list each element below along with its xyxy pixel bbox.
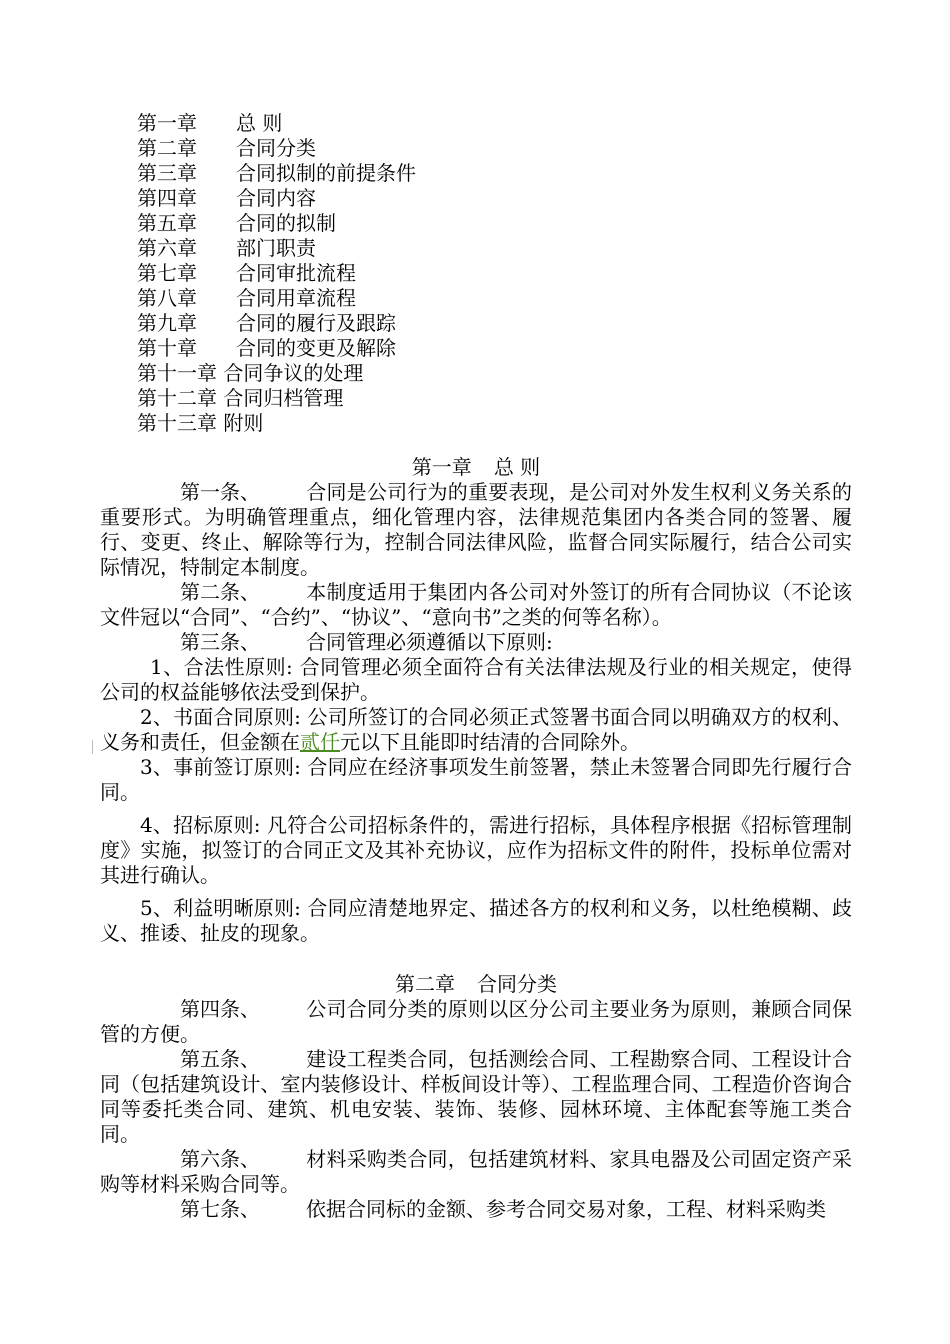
article-5-label: 第五条、 bbox=[180, 1047, 260, 1071]
toc-num: 第十二章 bbox=[137, 386, 217, 410]
toc-item-10 bbox=[137, 336, 416, 361]
toc-title: 合同分类 bbox=[236, 136, 316, 160]
toc-title: 合同用章流程 bbox=[236, 286, 356, 310]
toc-title: 合同的履行及跟踪 bbox=[236, 311, 396, 335]
article-3-text: 合同管理必须遵循以下原则: bbox=[306, 630, 553, 654]
chapter-1-title: 总 则 bbox=[493, 455, 541, 479]
toc-title: 部门职责 bbox=[236, 236, 316, 260]
article-3-label: 第三条、 bbox=[180, 630, 260, 654]
toc-num: 第七章 bbox=[137, 261, 197, 285]
toc-num: 第三章 bbox=[137, 161, 197, 185]
table-of-contents bbox=[137, 111, 416, 436]
article-7-text: 依据合同标的金额、参考合同交易对象，工程、材料采购类 bbox=[306, 1197, 826, 1221]
article-4-text: 公司合同分类的原则以区分公司主要业务为原则，兼顾合同保管的方便。 bbox=[100, 997, 852, 1046]
amount-highlight: 贰仟 bbox=[300, 730, 340, 754]
principle-3 bbox=[100, 755, 852, 805]
article-6-text: 材料采购类合同，包括建筑材料、家具电器及公司固定资产采购等材料采购合同等。 bbox=[100, 1147, 852, 1196]
toc-num: 第一章 bbox=[137, 111, 197, 135]
article-7 bbox=[100, 1197, 852, 1222]
toc-num: 第九章 bbox=[137, 311, 197, 335]
chapter-1-num: 第一章 bbox=[411, 455, 472, 479]
principle-1-text: 1、合法性原则: 合同管理必须全面符合有关法律法规及行业的相关规定，使得公司的权益能够依法受到保护。 bbox=[100, 655, 852, 704]
toc-num: 第十三章 bbox=[137, 411, 217, 435]
article-1-text: 合同是公司行为的重要表现，是公司对外发生权利义务关系的重要形式。为明确管理重点，细化管理内容，法律规范集团内各类合同的签署、履行、变更、终止、解除等行为，控制合同法律风险，监督合同实际履行，结合公司实际情况，特制定本制度。 bbox=[100, 480, 852, 579]
chapter-2-num: 第二章 bbox=[395, 972, 455, 996]
article-4 bbox=[100, 997, 852, 1047]
article-6 bbox=[100, 1147, 852, 1197]
chapter-2-heading bbox=[100, 972, 852, 997]
principle-1 bbox=[100, 655, 852, 705]
principle-4-text: 4、招标原则: 凡符合公司招标条件的，需进行招标，具体程序根据《招标管理制度》实施，拟签订的合同正文及其补充协议，应作为招标文件的附件，投标单位需对其进行确认。 bbox=[100, 813, 852, 887]
article-5 bbox=[100, 1047, 852, 1147]
toc-num: 第十一章 bbox=[137, 361, 217, 385]
toc-item-7 bbox=[137, 261, 416, 286]
toc-title: 合同审批流程 bbox=[236, 261, 356, 285]
article-2-label: 第二条、 bbox=[180, 580, 260, 604]
principle-2-text-a: 2、书面合同原则: 公司所签订的合同必须正式签署书面合同以明确双方的权利、义务和责任，但金额在 bbox=[100, 705, 852, 754]
article-1 bbox=[100, 480, 852, 580]
toc-item-3 bbox=[137, 161, 416, 186]
toc-num: 第二章 bbox=[137, 136, 197, 160]
toc-title: 合同拟制的前提条件 bbox=[236, 161, 416, 185]
toc-title: 总 则 bbox=[236, 111, 283, 135]
toc-num: 第四章 bbox=[137, 186, 197, 210]
article-6-label: 第六条、 bbox=[180, 1147, 260, 1171]
toc-item-13 bbox=[137, 411, 416, 436]
chapter-2-title: 合同分类 bbox=[477, 972, 557, 996]
article-2 bbox=[100, 580, 852, 630]
toc-title: 合同的变更及解除 bbox=[236, 336, 396, 360]
toc-title: 附则 bbox=[223, 411, 264, 435]
article-3 bbox=[100, 630, 852, 655]
toc-num: 第五章 bbox=[137, 211, 197, 235]
toc-item-9 bbox=[137, 311, 416, 336]
toc-item-2 bbox=[137, 136, 416, 161]
principle-4 bbox=[100, 813, 852, 888]
toc-num: 第八章 bbox=[137, 286, 197, 310]
principle-5 bbox=[100, 896, 852, 946]
margin-mark bbox=[92, 740, 93, 754]
principle-5-text: 5、利益明晰原则: 合同应清楚地界定、描述各方的权利和义务，以杜绝模糊、歧义、推诿、扯皮的现象。 bbox=[100, 896, 852, 945]
article-7-label: 第七条、 bbox=[180, 1197, 260, 1221]
chapter-1-heading bbox=[100, 455, 852, 480]
toc-title: 合同的拟制 bbox=[236, 211, 336, 235]
principle-2-text-b: 元以下且能即时结清的合同除外。 bbox=[340, 730, 640, 754]
toc-title: 合同争议的处理 bbox=[223, 361, 364, 385]
principle-3-text: 3、事前签订原则: 合同应在经济事项发生前签署，禁止未签署合同即先行履行合同。 bbox=[100, 755, 852, 804]
toc-item-4 bbox=[137, 186, 416, 211]
toc-item-12 bbox=[137, 386, 416, 411]
toc-item-8 bbox=[137, 286, 416, 311]
toc-num: 第十章 bbox=[137, 336, 197, 360]
article-5-text: 建设工程类合同，包括测绘合同、工程勘察合同、工程设计合同（包括建筑设计、室内装修设计、样板间设计等）、工程监理合同、工程造价咨询合同等委托类合同、建筑、机电安装、装饰、装修、园林环境、主体配套等施工类合同。 bbox=[100, 1047, 852, 1146]
document-body bbox=[100, 455, 852, 1222]
toc-item-1 bbox=[137, 111, 416, 136]
toc-item-11 bbox=[137, 361, 416, 386]
toc-title: 合同归档管理 bbox=[223, 386, 344, 410]
article-1-label: 第一条、 bbox=[180, 480, 260, 504]
principle-2 bbox=[100, 705, 852, 755]
toc-item-6 bbox=[137, 236, 416, 261]
article-2-text: 本制度适用于集团内各公司对外签订的所有合同协议（不论该文件冠以“合同”、“合约”、“协议”、“意向书”之类的何等名称）。 bbox=[100, 580, 852, 629]
article-4-label: 第四条、 bbox=[180, 997, 260, 1021]
toc-title: 合同内容 bbox=[236, 186, 316, 210]
toc-item-5 bbox=[137, 211, 416, 236]
toc-num: 第六章 bbox=[137, 236, 197, 260]
